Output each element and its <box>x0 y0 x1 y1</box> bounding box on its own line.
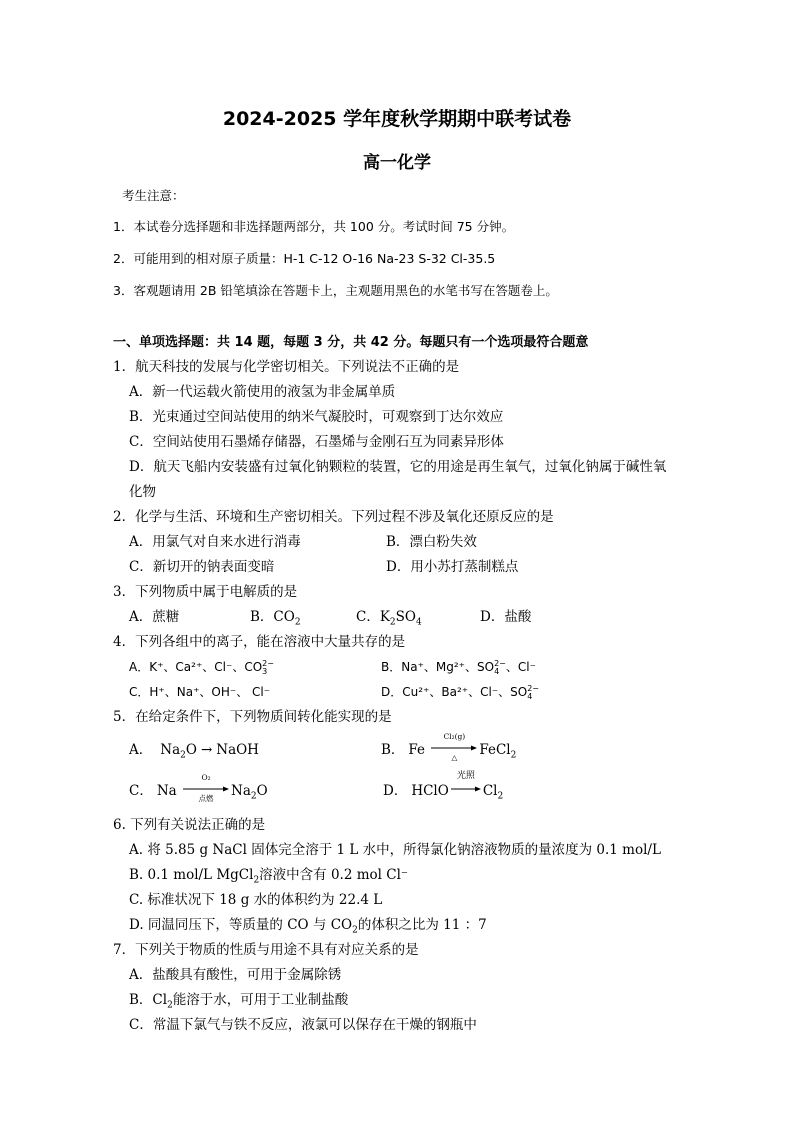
reaction-arrow-icon: O₂ 点燃 <box>183 782 229 796</box>
q5-option-a: A． $Na_2O$ → NaOH <box>129 742 259 761</box>
q1-option-c: C．空间站使用石墨烯存储器，石墨烯与金刚石互为同素异形体 <box>129 434 504 450</box>
q4-option-c: C．H⁺、Na⁺、OH⁻、 Cl⁻ <box>129 685 271 699</box>
q1-option-a: A．新一代运载火箭使用的液氢为非金属单质 <box>129 384 396 400</box>
q6-option-d: D. 同温同压下，等质量的 CO 与 $CO_2$的体积之比为 11 ：7 <box>129 917 487 936</box>
q5-option-b: B． Fe Cl₂(g) △ FeCl$_2$ <box>381 732 517 762</box>
q3-option-a: A．蔗糖 <box>129 609 180 625</box>
q7-option-a: A．盐酸具有酸性，可用于金属除锈 <box>129 967 342 983</box>
notice-item-2: 2．可能用到的相对原子质量：H-1 C-12 O-16 Na-23 S-32 Cl-35.5 <box>113 251 496 266</box>
q5-stem: 5．在给定条件下，下列物质间转化能实现的是 <box>113 709 392 725</box>
q4-option-d: D．Cu²⁺、Ba²⁺、Cl⁻、SO 2− 4 <box>381 683 540 701</box>
q3-option-c: C．$K_2SO_4$ <box>356 609 422 628</box>
notice-item-3: 3．客观题请用 2B 铅笔填涂在答题卡上，主观题用黑色的水笔书写在答题卷上。 <box>113 283 558 298</box>
q1-option-b: B．光束通过空间站使用的纳米气凝胶时，可观察到丁达尔效应 <box>129 409 504 425</box>
q2-option-d: D．用小苏打蒸制糕点 <box>386 559 519 575</box>
q7-option-c: C．常温下氯气与铁不反应，液氯可以保存在干燥的钢瓶中 <box>129 1017 477 1033</box>
q3-stem: 3．下列物质中属于电解质的是 <box>113 584 298 600</box>
q2-option-a: A．用氯气对自来水进行消毒 <box>129 534 301 550</box>
exam-title: 2024-2025 学年度秋学期期中联考试卷 <box>222 108 572 130</box>
q4-option-a: A．K⁺、Ca²⁺、Cl⁻、CO 2− 3 <box>129 658 274 676</box>
section-heading: 一、单项选择题：共 14 题，每题 3 分，共 42 分。每题只有一个选项最符合题意 <box>113 335 589 350</box>
q2-option-c: C．新切开的钠表面变暗 <box>129 559 275 575</box>
q6-stem: 6. 下列有关说法正确的是 <box>113 817 266 833</box>
q4-option-b: B．Na⁺、Mg²⁺、SO 2− 4 、Cl⁻ <box>381 658 536 676</box>
q3-option-b: B．$CO_2$ <box>250 609 301 628</box>
q4-stem: 4．下列各组中的离子，能在溶液中大量共存的是 <box>113 634 406 650</box>
q2-stem: 2．化学与生活、环境和生产密切相关。下列过程不涉及氧化还原反应的是 <box>113 509 554 525</box>
notice-item-1: 1．本试卷分选择题和非选择题两部分，共 100 分。考试时间 75 分钟。 <box>113 219 515 234</box>
notice-heading: 考生注意： <box>122 188 185 203</box>
q6-option-c: C. 标准状况下 18 g 水的体积约为 22.4 L <box>129 892 383 908</box>
q1-option-d: D．航天飞船内安装盛有过氧化钠颗粒的装置，它的用途是再生氧气，过氧化钠属于碱性氧 <box>129 459 667 475</box>
q6-option-b: B. 0.1 mol/L MgCl$_2$溶液中含有 0.2 mol Cl⁻ <box>129 867 409 886</box>
q3-option-d: D．盐酸 <box>480 609 532 625</box>
reaction-arrow-icon: → <box>200 742 213 758</box>
q7-option-b: B．$Cl_2$能溶于水，可用于工业制盐酸 <box>129 992 349 1011</box>
exam-subject: 高一化学 <box>363 153 431 173</box>
reaction-arrow-icon: 光照 <box>451 782 481 796</box>
q5-option-c: C． Na O₂ 点燃 $Na_2O$ <box>129 773 268 803</box>
reaction-arrow-icon: Cl₂(g) △ <box>431 741 477 755</box>
q1-option-d-cont: 化物 <box>129 484 156 500</box>
q5-option-d: D． HClO 光照 $Cl_2$ <box>383 771 504 802</box>
q1-stem: 1．航天科技的发展与化学密切相关。下列说法不正确的是 <box>113 359 460 375</box>
q7-stem: 7．下列关于物质的性质与用途不具有对应关系的是 <box>113 942 419 958</box>
q6-option-a: A. 将 5.85 g NaCl 固体完全溶于 1 L 水中，所得氯化钠溶液物质的量浓度为 0.1 mol/L <box>129 842 661 858</box>
q2-option-b: B．漂白粉失效 <box>386 534 477 550</box>
